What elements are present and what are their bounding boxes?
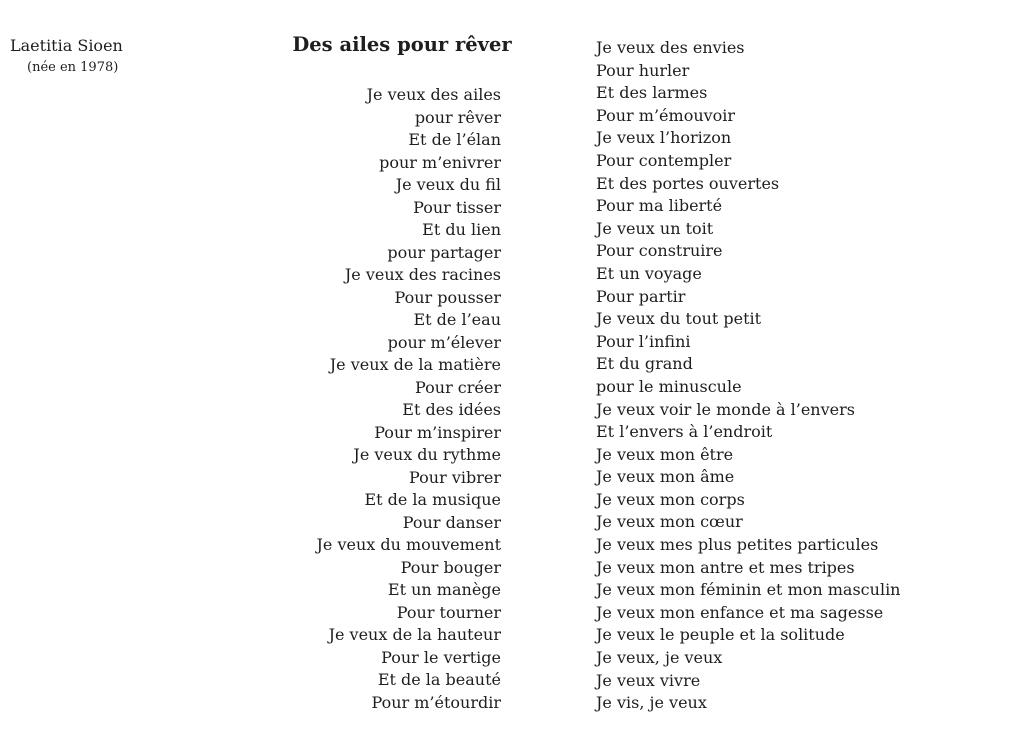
poem-line: Je veux du rythme [353, 445, 501, 464]
poem-line: Je veux vivre [596, 670, 701, 690]
poem-line: Et l’envers à l’endroit [596, 422, 773, 442]
poem-line: Je veux des ailes [366, 85, 501, 104]
poem-line: Je veux, je veux [596, 648, 723, 668]
poem-line: Pour vibrer [409, 467, 501, 487]
poem-line: Pour contempler [596, 150, 732, 170]
poem-line: Pour le vertige [381, 647, 501, 667]
poem-line: pour le minuscule [596, 376, 742, 396]
poem-line: Je veux mon féminin et mon masculin [596, 580, 901, 600]
poem-line: Je veux voir le monde à l’envers [596, 399, 855, 419]
poem-line: Je veux un toit [596, 218, 714, 238]
poem-line: Pour bouger [400, 557, 501, 577]
poem-line: Je veux mon enfance et ma sagesse [596, 602, 884, 622]
author-name: Laetitia Sioen [10, 36, 123, 55]
poem-line: Je veux mon antre et mes tripes [596, 557, 855, 577]
poem-line: pour m’élever [387, 332, 501, 352]
poem-line: Je veux l’horizon [596, 128, 732, 148]
poem-line: Pour hurler [596, 60, 690, 80]
poem-line: pour rêver [414, 107, 501, 127]
poem-line: Pour ma liberté [596, 196, 723, 216]
poem-line: Et des idées [402, 400, 501, 419]
poem-line: Je veux des envies [596, 38, 745, 57]
poem-line: Pour m’inspirer [374, 422, 501, 442]
poem-line: Je veux mes plus petites particules [596, 535, 879, 555]
poem-line: Et de la beauté [377, 670, 501, 689]
poem-column-left [316, 84, 501, 714]
poem-line: Je veux du mouvement [316, 535, 501, 554]
author-block [10, 36, 123, 76]
author-birth-year: (née en 1978) [27, 60, 119, 75]
poem-line: Et du lien [422, 220, 501, 239]
poem-column-right [596, 37, 900, 715]
poem-line: pour partager [387, 242, 501, 262]
poem-line: Je vis, je veux [596, 693, 707, 713]
poem-line: Je veux des racines [344, 265, 501, 284]
poem-line: Et un manège [387, 580, 501, 599]
poem-line: Pour danser [402, 512, 501, 532]
poem-line: Je veux mon cœur [596, 512, 743, 532]
poem-line: Je veux mon corps [596, 489, 745, 509]
poem-line: Je veux de la hauteur [328, 625, 501, 644]
poem-line: Pour l’infini [596, 331, 691, 351]
poem-line: Pour créer [415, 377, 501, 397]
poem-line: Pour pousser [394, 287, 501, 307]
poem-line: Et un voyage [596, 263, 702, 283]
poem-line: Pour construire [596, 241, 723, 261]
poem-line: Pour partir [596, 286, 686, 306]
poem-line: Je veux du tout petit [596, 309, 762, 329]
poem-line: Pour m’étourdir [371, 692, 501, 712]
poem-line: Et de l’élan [408, 130, 501, 149]
poem-line: Et du grand [596, 354, 693, 374]
poem-line: Et de l’eau [413, 310, 501, 329]
poem-line: Pour m’émouvoir [596, 105, 736, 125]
poem-line: Je veux mon âme [596, 467, 735, 487]
poem-line: Et des larmes [596, 83, 708, 103]
poem-title: Des ailes pour rêver [292, 33, 512, 56]
poem-line: Je veux du fil [395, 175, 501, 194]
poem-line: pour m’enivrer [379, 152, 501, 172]
poem-line: Pour tourner [396, 602, 501, 622]
poem-line: Je veux mon être [596, 444, 734, 464]
poem-line: Pour tisser [413, 197, 501, 217]
poem-line: Et de la musique [364, 490, 501, 509]
poem-line: Et des portes ouvertes [596, 173, 780, 193]
poem-line: Je veux de la matière [329, 355, 501, 374]
poem-line: Je veux le peuple et la solitude [596, 625, 845, 645]
